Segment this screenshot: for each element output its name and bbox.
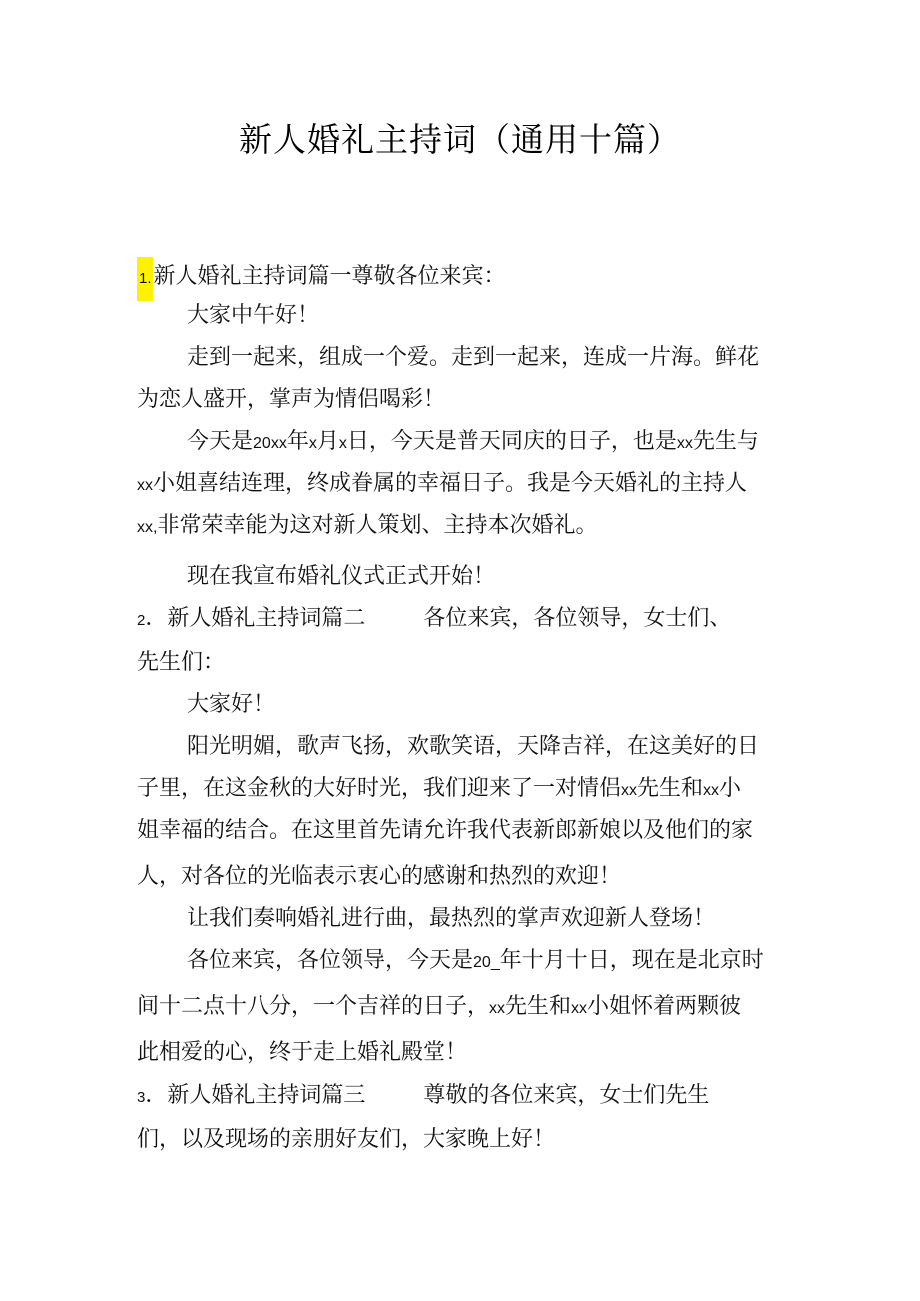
section-1-lead: 尊敬各位来宾： <box>351 264 506 289</box>
text-run: 今天是 <box>187 429 254 454</box>
text-run: 年十月十日，现在是北京时 <box>499 948 764 973</box>
text-run: 先生和 <box>637 776 704 801</box>
section-1-number: 1. <box>137 257 153 301</box>
section-2-p1-line4: 人，对各位的光临表示衷心的感谢和热烈的欢迎！ <box>137 864 622 889</box>
section-3-heading-line <box>137 1080 709 1114</box>
section-1-p1-line2: 为恋人盛开，掌声为情侣喝彩！ <box>137 387 446 412</box>
section-2-p1-line3: 姐幸福的结合。在这里首先请允许我代表新郎新娘以及他们的家 <box>137 818 754 843</box>
text-run: 间十二点十八分，一个吉祥的日子， <box>137 994 490 1019</box>
section-2-p1-line1: 阳光明媚，歌声飞扬，欢歌笑语，天降吉祥，在这美好的日 <box>187 734 760 759</box>
section-1-p2-line2 <box>137 468 747 502</box>
text-run: 小姐喜结连理，终成眷属的幸福日子。我是今天婚礼的主持人 <box>153 471 748 496</box>
groom-name: xx <box>489 1000 506 1017</box>
section-2-p3-line1 <box>187 945 764 979</box>
text-run: 先生与 <box>692 429 759 454</box>
text-run: 小姐怀着两颗彼 <box>587 994 742 1019</box>
day-value: x <box>338 435 347 452</box>
bride-name: xx <box>703 782 720 799</box>
section-2-heading: ．新人婚礼主持词篇二 <box>145 606 366 631</box>
section-2-lead-line2: 先生们： <box>137 650 226 675</box>
section-1-heading-line <box>137 257 506 301</box>
page-title: 新人婚礼主持词（通用十篇） <box>239 120 681 159</box>
section-1-p2-line3 <box>137 510 597 544</box>
section-2-heading-line <box>137 603 731 637</box>
text-run: 日，今天是普天同庆的日子，也是 <box>346 429 677 454</box>
text-run: 小 <box>719 776 742 801</box>
groom-name: xx <box>621 782 638 799</box>
section-2-p3-line2 <box>137 991 741 1025</box>
section-3-heading: ．新人婚礼主持词篇三 <box>145 1083 366 1108</box>
section-2-p2: 让我们奏响婚礼进行曲，最热烈的掌声欢迎新人登场！ <box>187 906 716 931</box>
text-run: 各位来宾，各位领导，今天是 <box>187 948 474 973</box>
section-2-p3-line3: 此相爱的心，终于走上婚礼殿堂！ <box>137 1040 468 1065</box>
host-name: xx, <box>137 519 158 536</box>
section-3-number: 3 <box>137 1089 146 1106</box>
text-run: 月 <box>316 429 339 454</box>
section-2-number: 2 <box>137 612 146 629</box>
section-3-lead: 尊敬的各位来宾，女士们先生 <box>423 1083 710 1108</box>
section-2-greeting: 大家好！ <box>187 692 276 717</box>
bride-name: xx <box>137 477 153 494</box>
bride-name: xx <box>571 1000 588 1017</box>
groom-name: xx <box>676 435 693 452</box>
section-1-p3: 现在我宣布婚礼仪式正式开始！ <box>187 564 496 589</box>
year-value: 20xx <box>253 435 287 452</box>
text-run: 先生和 <box>505 994 572 1019</box>
section-1-heading: 新人婚礼主持词篇一 <box>153 264 352 289</box>
text-run: 年 <box>286 429 309 454</box>
text-run: 子里，在这金秋的大好时光，我们迎来了一对情侣 <box>137 776 622 801</box>
section-2-p1-line2 <box>137 773 741 807</box>
section-1-p1-line1: 走到一起来，组成一个爱。走到一起来，连成一片海。鲜花 <box>187 345 760 370</box>
month-value: x <box>308 435 317 452</box>
section-1-p2-line1 <box>187 426 759 460</box>
section-1-greeting: 大家中午好！ <box>187 303 320 328</box>
year-value: 20_ <box>473 954 500 971</box>
section-2-lead: 各位来宾，各位领导，女士们、 <box>423 606 732 631</box>
section-3-lead-line2: 们，以及现场的亲朋好友们，大家晚上好！ <box>137 1127 556 1152</box>
text-run: 非常荣幸能为这对新人策划、主持本次婚礼。 <box>157 513 598 538</box>
